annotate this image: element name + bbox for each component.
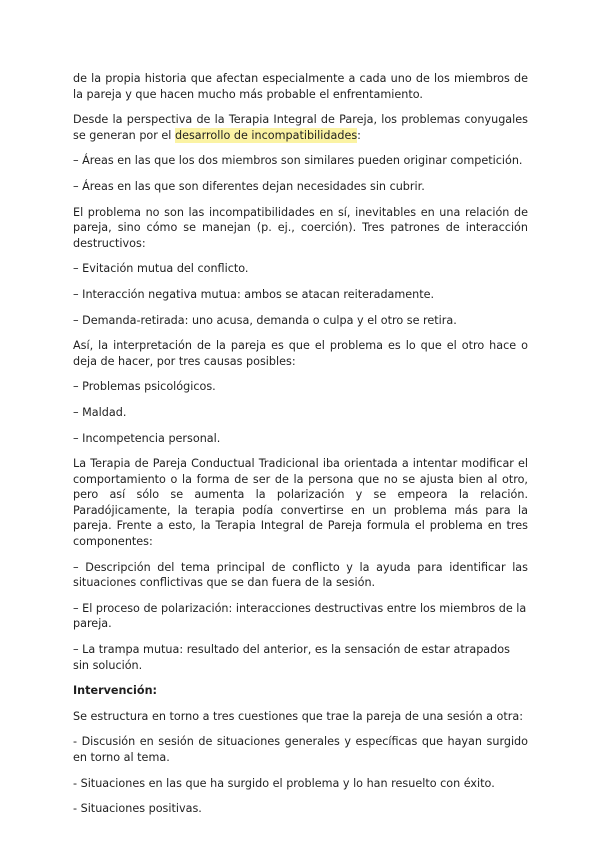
list-item-similar-areas: – Áreas en las que los dos miembros son similares pueden originar competición. xyxy=(73,154,523,168)
paragraph-incompatibilities xyxy=(73,112,528,143)
list-item-different-areas: – Áreas en las que son diferentes dejan necesidades sin cubrir. xyxy=(73,179,425,193)
list-item-malice: – Maldad. xyxy=(73,405,127,419)
list-item-discussion: - Discusión en sesión de situaciones generales y específicas que hayan surgido en torno al tema. xyxy=(73,735,528,764)
list-item-avoidance: – Evitación mutua del conflicto. xyxy=(73,262,249,276)
paragraph-intro-continuation: de la propia historia que afectan especialmente a cada uno de los miembros de la pareja y que hacen mucho más probable el enfrentamiento. xyxy=(73,72,528,101)
highlighted-text: desarrollo de incompatibilidades xyxy=(174,128,358,142)
paragraph-traditional-therapy: La Terapia de Pareja Conductual Tradicional iba orientada a intentar modificar el comportamiento o la forma de ser de la persona que no se ajusta bien al otro, pero así sólo se aumenta la polarización y se empeora la relación. Paradójicamente, la terapia podía convertirse en un problema más para la pareja. Frente a esto, la Terapia Integral de Pareja formula el problema en tres componentes: xyxy=(73,457,528,549)
list-item-resolved: - Situaciones en las que ha surgido el problema y lo han resuelto con éxito. xyxy=(73,776,495,790)
document-page xyxy=(73,71,528,827)
paragraph-structure: Se estructura en torno a tres cuestiones que trae la pareja de una sesión a otra: xyxy=(73,709,523,723)
list-item-polarization: – El proceso de polarización: interacciones destructivas entre los miembros de la pareja. xyxy=(73,601,527,631)
list-item-psychological: – Problemas psicológicos. xyxy=(73,380,216,394)
list-item-incompetence: – Incompetencia personal. xyxy=(73,431,221,445)
list-item-demand-withdraw: – Demanda-retirada: uno acusa, demanda o culpa y el otro se retira. xyxy=(73,313,457,327)
paragraph-interpretation: Así, la interpretación de la pareja es que el problema es lo que el otro hace o deja de hacer, por tres causas posibles: xyxy=(73,339,528,368)
paragraph-text: Desde la perspectiva de la Terapia Integral de Pareja, los problemas conyugales se generan por el xyxy=(73,113,528,142)
list-item-description: – Descripción del tema principal de conflicto y la ayuda para identificar las situaciones conflictivas que se dan fuera de la sesión. xyxy=(73,560,528,590)
paragraph-destructive-patterns: El problema no son las incompatibilidades en sí, inevitables en una relación de pareja, sino cómo se manejan (p. ej., coerción). Tres patrones de interacción destructivos: xyxy=(73,205,528,250)
list-item-mutual-trap: – La trampa mutua: resultado del anterior, es la sensación de estar atrapados sin solución. xyxy=(73,643,510,672)
paragraph-text-end: : xyxy=(357,128,361,142)
section-heading-intervention: Intervención: xyxy=(73,684,158,698)
list-item-negative-interaction: – Interacción negativa mutua: ambos se atacan reiteradamente. xyxy=(73,287,435,301)
list-item-positive: - Situaciones positivas. xyxy=(73,802,202,816)
